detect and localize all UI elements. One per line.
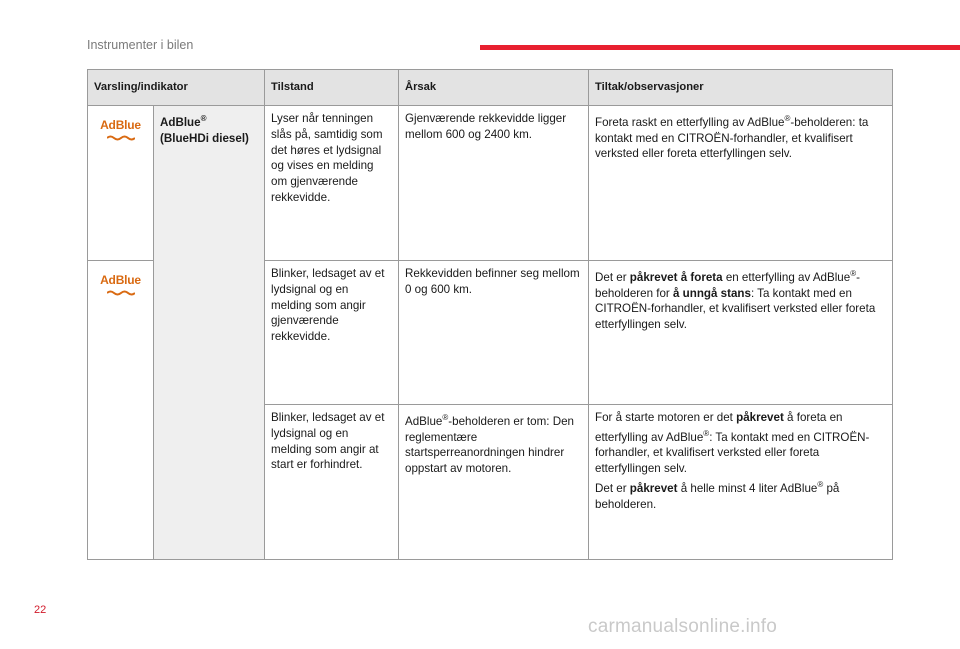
wave-icon (107, 135, 135, 141)
warning-table (87, 69, 893, 560)
cause-cell: Rekkevidden befinner seg mellom 0 og 600 km. (399, 261, 589, 405)
warning-subtitle: (BlueHDi diesel) (160, 131, 249, 145)
adblue-icon-label: AdBlue (100, 118, 141, 132)
state-cell: Lyser når tenningen slås på, samtidig som det høres et lydsignal og vises en melding om gjenværende rekkevidde. (265, 106, 399, 261)
column-header-warning: Varsling/indikator (88, 70, 265, 106)
registered-mark: ® (200, 114, 207, 123)
page-number: 22 (34, 604, 47, 616)
column-header-state: Tilstand (265, 70, 399, 106)
action-cell: Det er påkrevet å foreta en etterfylling av AdBlue®-beholderen for å unngå stans: Ta kontakt med en CITROËN-forhandler, et kvalifisert verksted eller foreta etterfyllingen selv. (589, 261, 893, 405)
icon-cell (88, 106, 154, 261)
cause-cell: Gjenværende rekkevidde ligger mellom 600 og 2400 km. (399, 106, 589, 261)
watermark: carmanualsonline.info (588, 616, 778, 637)
warning-name: AdBlue (160, 115, 201, 129)
column-header-action: Tiltak/observasjoner (589, 70, 893, 106)
wave-icon (107, 290, 135, 296)
adblue-warning-icon (100, 273, 141, 296)
section-title: Instrumenter i bilen (87, 38, 194, 52)
header-accent-bar (480, 45, 960, 50)
table-row (88, 106, 893, 261)
state-cell: Blinker, ledsaget av et lydsignal og en melding som angir gjenværende rekkevidde. (265, 261, 399, 405)
adblue-warning-icon (100, 118, 141, 141)
column-header-cause: Årsak (399, 70, 589, 106)
action-cell: Foreta raskt en etterfylling av AdBlue®-beholderen: ta kontakt med en CITROËN-forhandler, et kvalifisert verksted eller foreta etterfyllingen selv. (589, 106, 893, 261)
icon-cell (88, 261, 154, 560)
state-cell: Blinker, ledsaget av et lydsignal og en melding som angir at start er forhindret. (265, 405, 399, 560)
table-header-row (88, 70, 893, 106)
action-cell: For å starte motoren er det påkrevet å foreta en etterfylling av AdBlue®: Ta kontakt med en CITROËN-forhandler, et kvalifisert verksted eller foreta etterfyllingen selv. Det er påkrevet å helle minst 4 liter AdBlue® på beholderen. (589, 405, 893, 560)
adblue-icon-label: AdBlue (100, 273, 141, 287)
cause-cell: AdBlue®-beholderen er tom: Den reglementære startsperreanordningen hindrer oppstart av motoren. (399, 405, 589, 560)
warning-name-cell (154, 106, 265, 560)
